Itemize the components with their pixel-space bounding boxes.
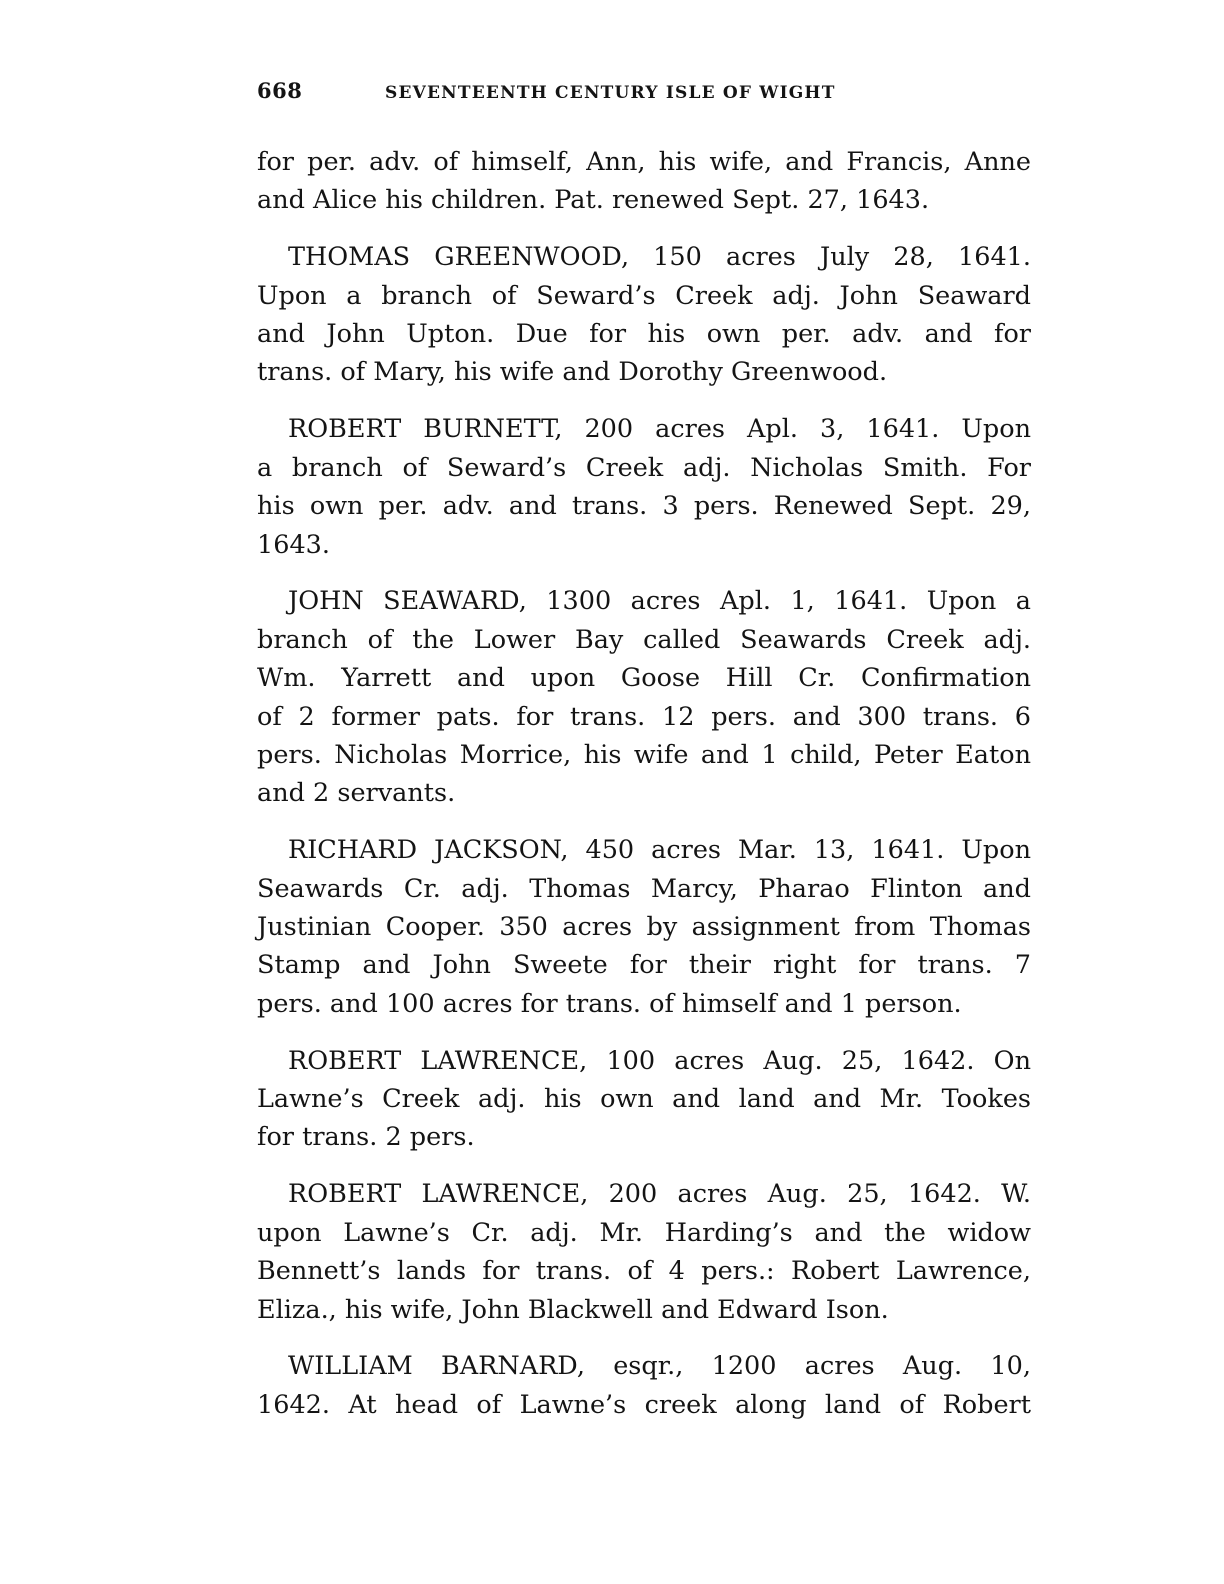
text-line: and John Upton. Due for his own per. adv. and for xyxy=(257,319,1031,350)
page-number: 668 xyxy=(257,78,303,103)
text-line: Justinian Cooper. 350 acres by assignment from Thomas xyxy=(257,912,1031,943)
text-line: Eliza., his wife, John Blackwell and Edward Ison. xyxy=(257,1294,889,1325)
patent-entry-william-barnard xyxy=(257,1347,1031,1424)
entry-heading-line: THOMAS GREENWOOD, 150 acres July 28, 1641. xyxy=(288,242,1031,273)
patent-entry-thomas-greenwood xyxy=(257,238,1031,392)
text-line: Upon a branch of Seward’s Creek adj. John Seaward xyxy=(257,280,1031,311)
text-line: Lawne’s Creek adj. his own and land and Mr. Tookes xyxy=(257,1084,1031,1115)
text-line: of 2 former pats. for trans. 12 pers. and 300 trans. 6 xyxy=(257,701,1031,732)
patent-entry-robert-lawrence-200 xyxy=(257,1175,1031,1329)
text-line: trans. of Mary, his wife and Dorothy Greenwood. xyxy=(257,357,888,388)
continuation-paragraph xyxy=(257,143,1031,220)
text-line: Wm. Yarrett and upon Goose Hill Cr. Confirmation xyxy=(257,663,1031,694)
text-line: and Alice his children. Pat. renewed Sept. 27, 1643. xyxy=(257,185,930,216)
text-line: upon Lawne’s Cr. adj. Mr. Harding’s and the widow xyxy=(257,1217,1031,1248)
entry-heading-line: RICHARD JACKSON, 450 acres Mar. 13, 1641. Upon xyxy=(288,835,1031,866)
text-line: for per. adv. of himself, Ann, his wife, and Francis, Anne xyxy=(257,147,1031,177)
text-line: Seawards Cr. adj. Thomas Marcy, Pharao Flinton and xyxy=(257,873,1031,904)
patent-entry-robert-lawrence-100 xyxy=(257,1042,1031,1157)
patent-entry-robert-burnett xyxy=(257,410,1031,564)
patent-entry-john-seaward xyxy=(257,582,1031,812)
text-line: for trans. 2 pers. xyxy=(257,1122,475,1153)
text-line: pers. and 100 acres for trans. of himself and 1 person. xyxy=(257,988,962,1019)
text-line: and 2 servants. xyxy=(257,778,456,809)
text-line: pers. Nicholas Morrice, his wife and 1 child, Peter Eaton xyxy=(257,739,1031,770)
entry-heading-line: ROBERT LAWRENCE, 100 acres Aug. 25, 1642. On xyxy=(288,1045,1031,1076)
text-line: Bennett’s lands for trans. of 4 pers.: Robert Lawrence, xyxy=(257,1256,1031,1287)
entry-heading-line: WILLIAM BARNARD, esqr., 1200 acres Aug. 10, xyxy=(288,1351,1031,1382)
text-line: his own per. adv. and trans. 3 pers. Renewed Sept. 29, xyxy=(257,491,1031,522)
text-line: a branch of Seward’s Creek adj. Nicholas Smith. For xyxy=(257,452,1031,483)
running-title: SEVENTEENTH CENTURY ISLE OF WIGHT xyxy=(385,83,836,103)
entry-heading-line: JOHN SEAWARD, 1300 acres Apl. 1, 1641. Upon a xyxy=(288,586,1031,617)
entry-heading-line: ROBERT LAWRENCE, 200 acres Aug. 25, 1642. W. xyxy=(288,1179,1031,1210)
text-line: branch of the Lower Bay called Seawards Creek adj. xyxy=(257,624,1031,655)
text-line: Stamp and John Sweete for their right for trans. 7 xyxy=(257,950,1031,981)
text-line: 1643. xyxy=(257,529,331,560)
patent-entry-richard-jackson xyxy=(257,831,1031,1023)
running-head xyxy=(257,78,1031,110)
entry-heading-line: ROBERT BURNETT, 200 acres Apl. 3, 1641. Upon xyxy=(288,414,1031,445)
text-line: 1642. At head of Lawne’s creek along land of Robert xyxy=(257,1389,1031,1420)
book-page xyxy=(257,78,1031,1443)
